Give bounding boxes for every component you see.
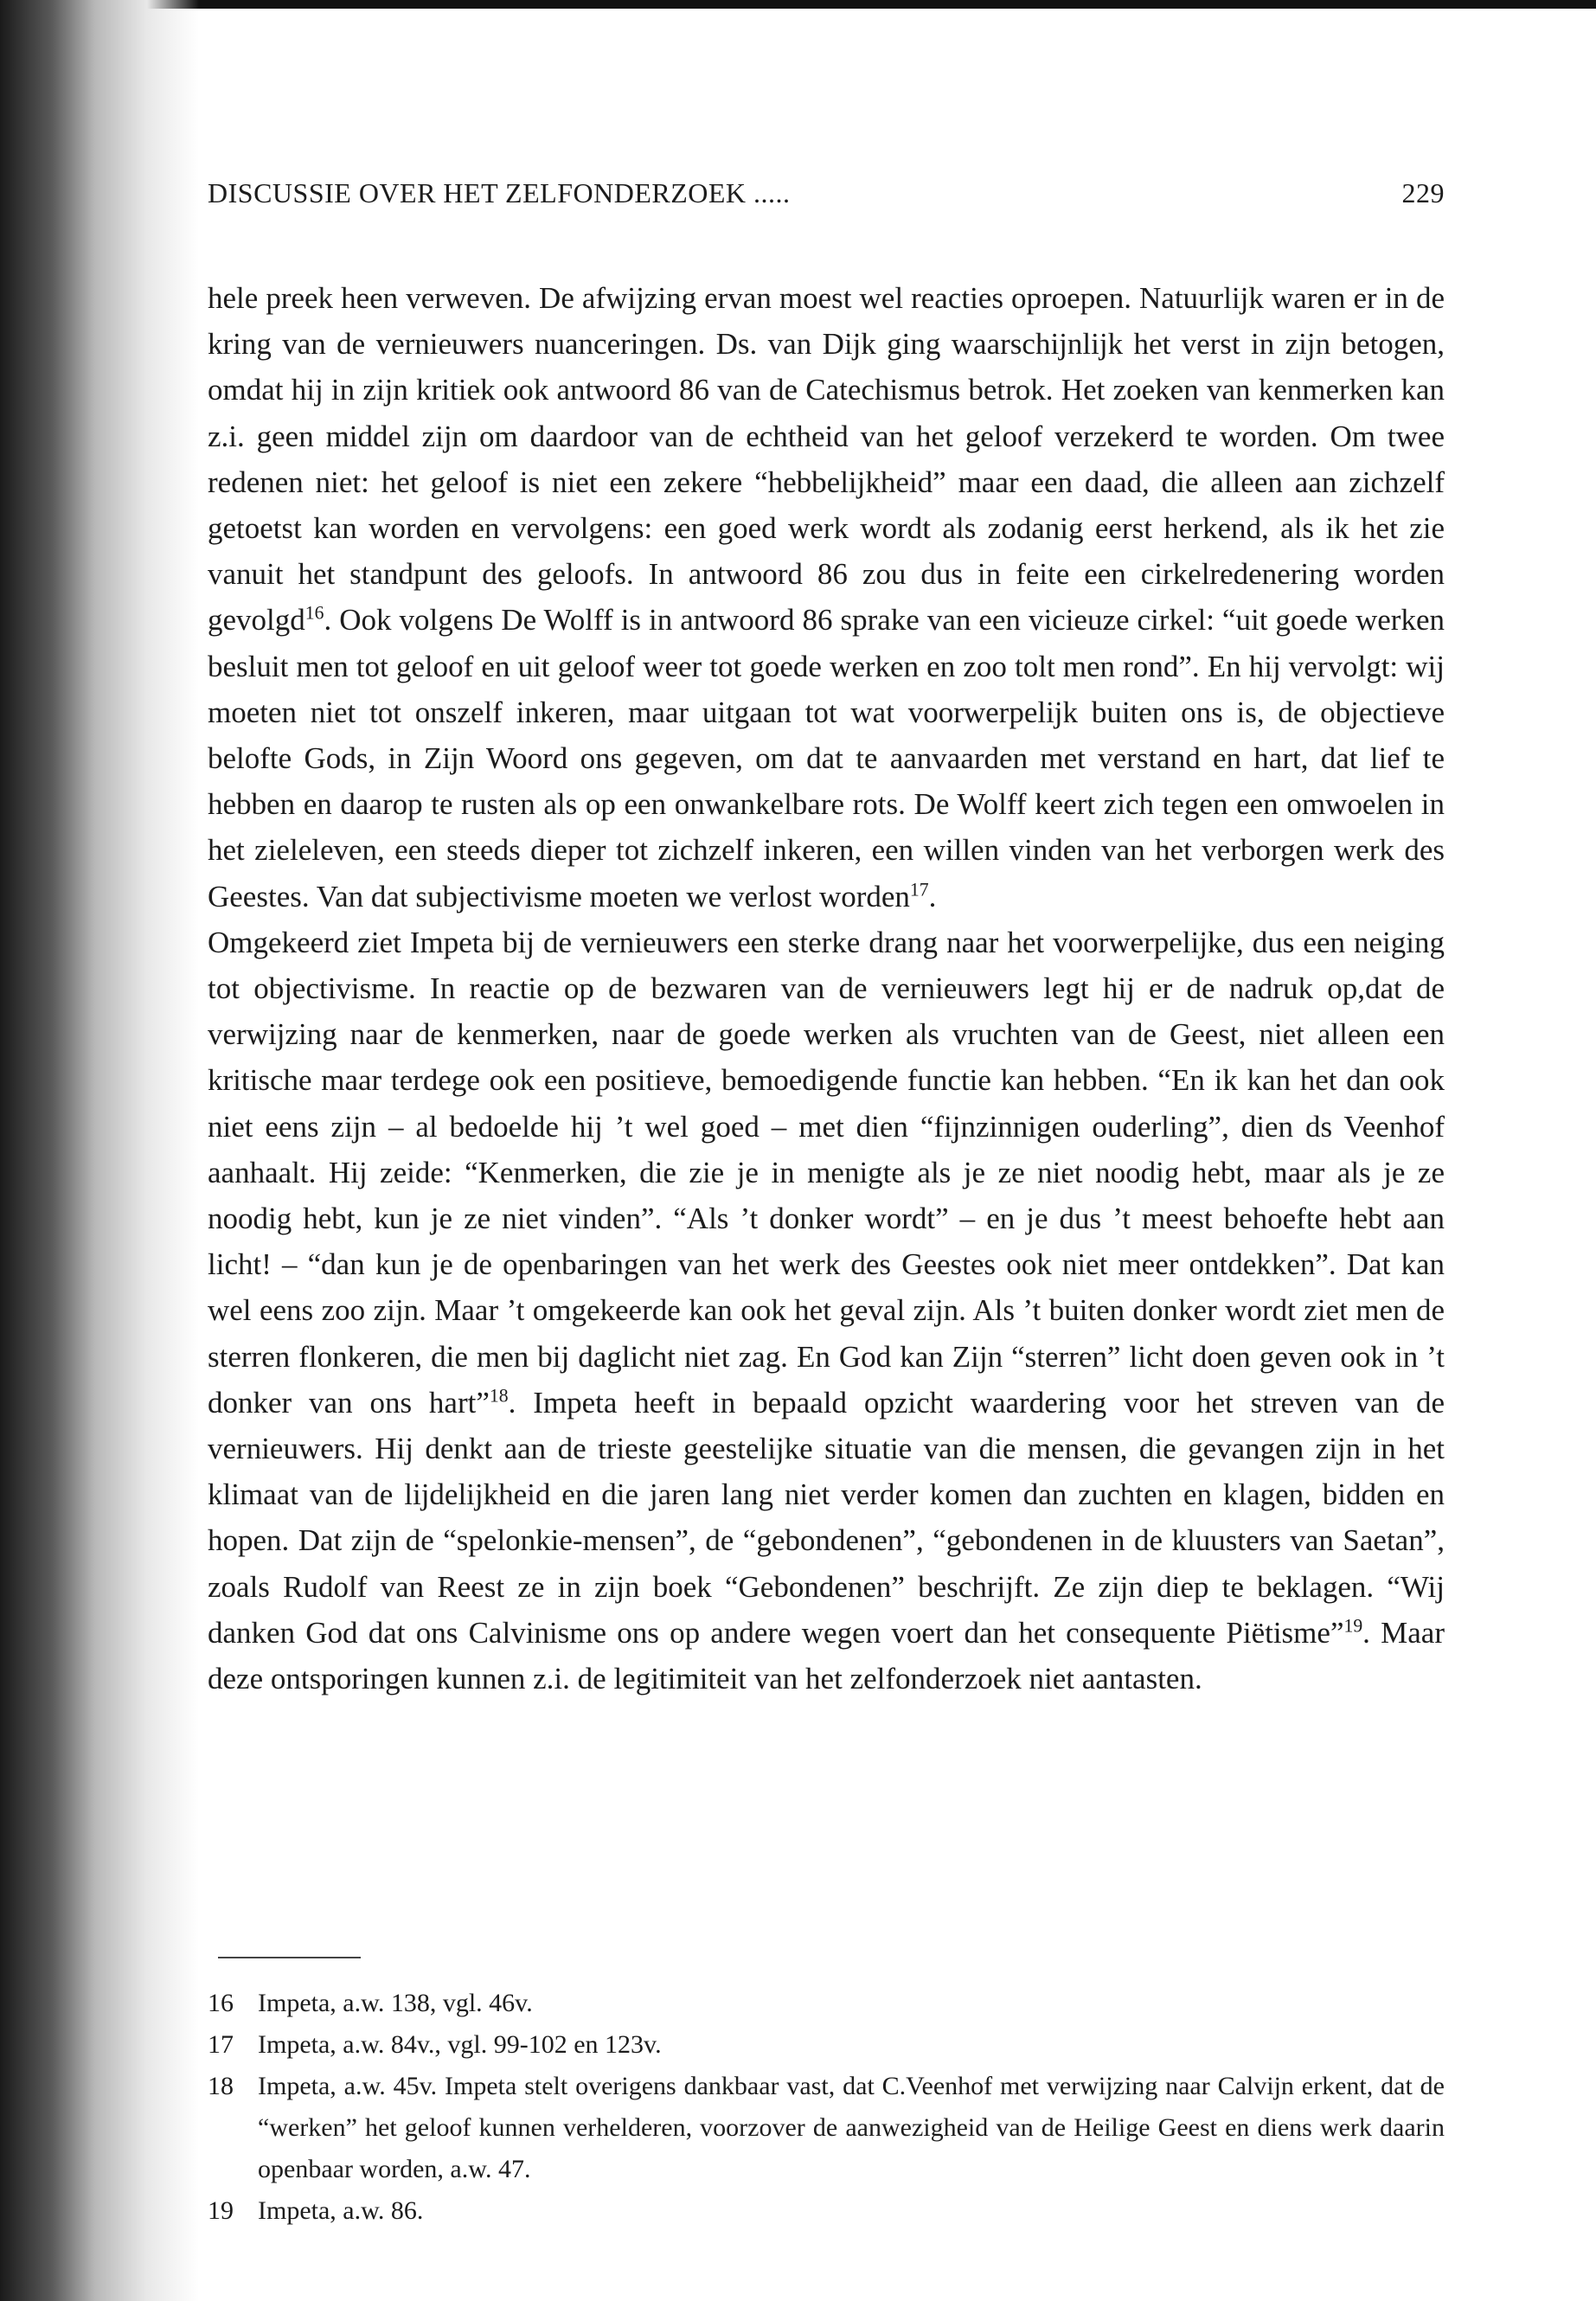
footnote-ref-16: 16 — [304, 602, 324, 624]
paragraph-1-part-b: . Ook volgens De Wolff is in antwoord 86 sprake van een vicieuze cirkel: “uit goede werken besluit men tot geloof en uit geloof weer tot goede werken en zoo tolt men rond”. En hij vervolgt: wij moeten niet tot onszelf inkeren, maar uitgaan tot wat voorwerpelijk buiten ons is, de objectieve belofte Gods, in Zijn Woord ons gegeven, om dat te aanvaarden met verstand en hart, dat lief te hebben en daarop te rusten als op een onwankelbare rots. De Wolff keert zich tegen een omwoelen in het zieleleven, een steeds dieper tot zichzelf inkeren, een willen vinden van het verborgen werk des Geestes. Van dat subjectivisme moeten we verlost worden — [208, 603, 1445, 913]
paragraph-2-part-a: Omgekeerd ziet Impeta bij de vernieuwers een sterke drang naar het voorwerpelijke, dus een neiging tot objectivisme. In reactie op de bezwaren van de vernieuwers legt hij er de nadruk op,dat de verwijzing naar de kenmerken, naar de goede werken als vruchten van de Geest, niet alleen een kritische maar terdege ook een positieve, bemoedigende functie kan hebben. “En ik kan het dan ook niet eens zijn – al bedoelde hij ’t wel goed – met dien “fijnzinnigen ouderling”, dien ds Veenhof aanhaalt. Hij zeide: “Kenmerken, die zie je in menigte als je ze niet noodig hebt, maar als je ze noodig hebt, kun je ze niet vinden”. “Als ’t donker wordt” – en je dus ’t meest behoefte hebt aan licht! – “dan kun je de openbaringen van het werk des Geestes ook niet meer ontdekken”. Dat kan wel eens zoo zijn. Maar ’t omgekeerde kan ook het geval zijn. Als ’t buiten donker wordt ziet men de sterren flonkeren, die men bij daglicht niet zag. En God kan Zijn “sterren” licht doen geven ook in ’t donker van ons hart” — [208, 925, 1445, 1420]
paragraph-1-part-c: . — [928, 879, 937, 913]
paragraph-1-part-a: hele preek heen verweven. De afwijzing ervan moest wel reacties oproepen. Natuurlijk waren er in de kring van de vernieuwers nuanceringen. Ds. van Dijk ging waarschijnlijk het verst in zijn betogen, omdat hij in zijn kritiek ook antwoord 86 van de Catechismus betrok. Het zoeken van kenmerken kan z.i. geen middel zijn om daardoor van de echtheid van het geloof verzekerd te worden. Om twee redenen niet: het geloof is niet een zekere “hebbelijkheid” maar een daad, die alleen aan zichzelf getoetst kan worden en vervolgens: een goed werk wordt als zodanig eerst herkend, als ik het zie vanuit het standpunt des geloofs. In antwoord 86 zou dus in feite een cirkelredenering worden gevolgd — [208, 281, 1445, 638]
footnote-text: Impeta, a.w. 138, vgl. 46v. — [258, 1989, 533, 2017]
footnote-text: Impeta, a.w. 86. — [258, 2196, 424, 2225]
paragraph-2 — [208, 920, 1445, 1702]
running-header — [208, 177, 1445, 219]
scan-binding-shadow — [0, 0, 199, 2301]
footnote-17 — [208, 2024, 1445, 2066]
footnote-ref-18: 18 — [489, 1385, 509, 1407]
footnote-number: 16 — [208, 1989, 234, 2017]
footnote-number: 18 — [208, 2072, 234, 2100]
footnote-16 — [208, 1983, 1445, 2024]
paragraph-2-part-b: . Impeta heeft in bepaald opzicht waardering voor het streven van de vernieuwers. Hij denkt aan de trieste geestelijke situatie van die mensen, die gevangen zijn in het klimaat van de lijdelijkheid en die jaren lang niet verder komen dan zuchten en klagen, bidden en hopen. Dat zijn de “spelonkie-mensen”, de “gebondenen”, “gebondenen in de kluusters van Saetan”, zoals Rudolf van Reest ze in zijn boek “Gebondenen” beschrijft. Ze zijn diep te beklagen. “Wij danken God dat ons Calvinisme ons op andere wegen voert dan het consequente Piëtisme” — [208, 1385, 1445, 1650]
footnote-ref-19: 19 — [1343, 1615, 1363, 1637]
footnote-number: 19 — [208, 2196, 234, 2225]
footnote-ref-17: 17 — [909, 878, 929, 900]
footnote-19 — [208, 2190, 1445, 2232]
footnote-text: Impeta, a.w. 45v. Impeta stelt overigens dankbaar vast, dat C.Veenhof met verwijzing naar Calvijn erkent, dat de “werken” het geloof kunnen verhelderen, voorzover de aanwezigheid van de Heilige Geest en diens werk daarin openbaar worden, a.w. 47. — [258, 2072, 1445, 2183]
paragraph-1 — [208, 275, 1445, 920]
footnotes — [208, 1983, 1445, 2232]
body-text — [208, 275, 1445, 1702]
running-title: DISCUSSIE OVER HET ZELFONDERZOEK ..... — [208, 177, 791, 208]
paragraph-2-part-c: . Maar deze ontsporingen kunnen z.i. de legitimiteit van het zelfonderzoek niet aantasten. — [208, 1615, 1445, 1696]
footnote-number: 17 — [208, 2030, 234, 2059]
page-number: 229 — [1401, 177, 1445, 208]
footnote-18 — [208, 2066, 1445, 2190]
book-page — [208, 0, 1445, 2301]
footnote-text: Impeta, a.w. 84v., vgl. 99-102 en 123v. — [258, 2030, 662, 2059]
footnote-divider — [218, 1957, 361, 1958]
